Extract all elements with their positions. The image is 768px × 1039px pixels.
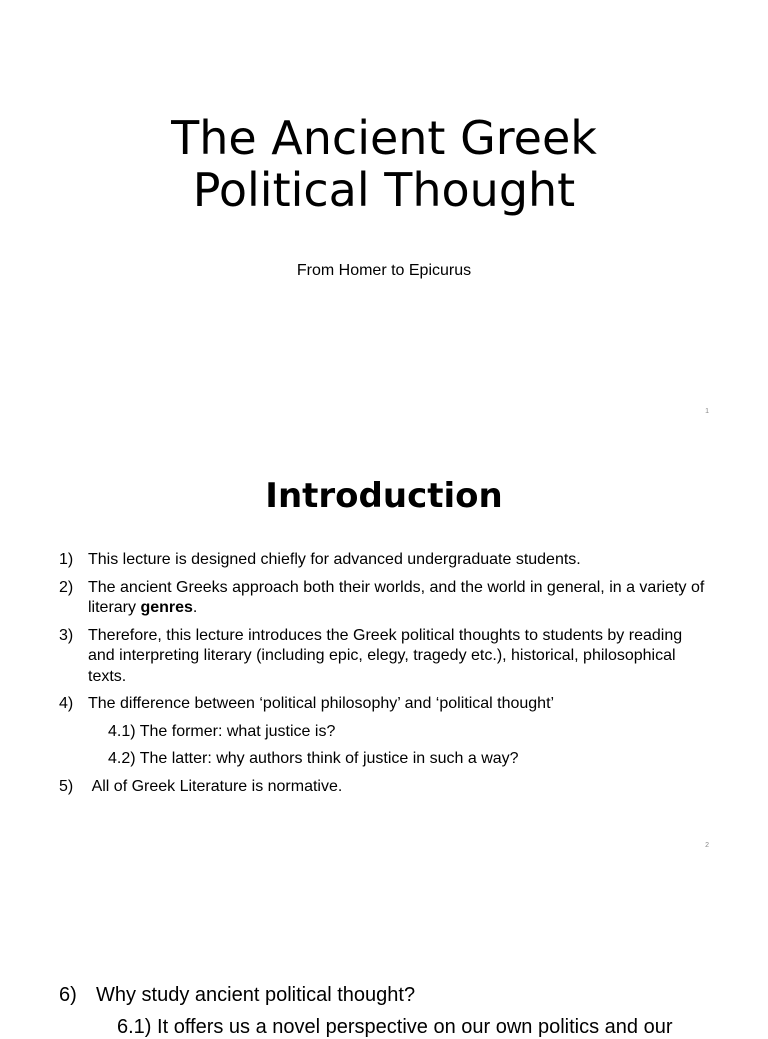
- list-number: 3): [59, 626, 74, 644]
- sub-list-item: 4.2) The latter: why authors think of justice in such a way?: [108, 750, 519, 767]
- title-line-1: The Ancient Greek: [171, 111, 597, 165]
- sub-list-item: 4.1) The former: what justice is?: [108, 722, 336, 740]
- list-number: 6): [59, 984, 77, 1006]
- slide-heading: Introduction: [265, 476, 503, 516]
- list-text: Why study ancient political thought?: [96, 984, 416, 1006]
- slide-1: [0, 0, 768, 430]
- list-number: 2): [59, 578, 74, 596]
- list-item: [59, 983, 415, 1007]
- list-number: 1): [59, 551, 74, 568]
- list-text: This lecture is designed chiefly for advanced undergraduate students.: [88, 551, 581, 568]
- page-number: 1: [705, 408, 709, 415]
- intro-list: [59, 550, 709, 804]
- list-text: Therefore, this lecture introduces the Greek political thoughts to students by reading and interpreting literary (including epic, elegy, tragedy etc.), historical, philosophical texts.: [88, 626, 683, 685]
- list-number: 5): [59, 777, 74, 795]
- slide-3: [0, 860, 768, 1038]
- list-text-part: .: [192, 599, 198, 616]
- list-text: [88, 578, 709, 619]
- list-item: [59, 626, 709, 688]
- sub-list-item: 6.1) It offers us a novel perspective on our own politics and our: [117, 1016, 673, 1038]
- title-line-2: Political Thought: [192, 163, 576, 217]
- list-item: [59, 578, 709, 619]
- list-text: The difference between ‘political philosophy’ and ‘political thought’: [88, 695, 555, 712]
- presentation-subtitle: From Homer to Epicurus: [296, 262, 472, 279]
- emphasis-genres: genres: [140, 599, 193, 616]
- list-item: [59, 777, 709, 798]
- list-text-part: The ancient Greeks approach both their worlds, and the world in general, in a variety of literary: [88, 578, 705, 616]
- list-item: [59, 550, 709, 571]
- presentation-title: [0, 112, 768, 216]
- list-text: All of Greek Literature is normative.: [88, 777, 343, 795]
- slide-2: [0, 430, 768, 860]
- list-number: 4): [59, 695, 74, 712]
- list-item: [59, 694, 709, 715]
- page-number: 2: [705, 842, 709, 849]
